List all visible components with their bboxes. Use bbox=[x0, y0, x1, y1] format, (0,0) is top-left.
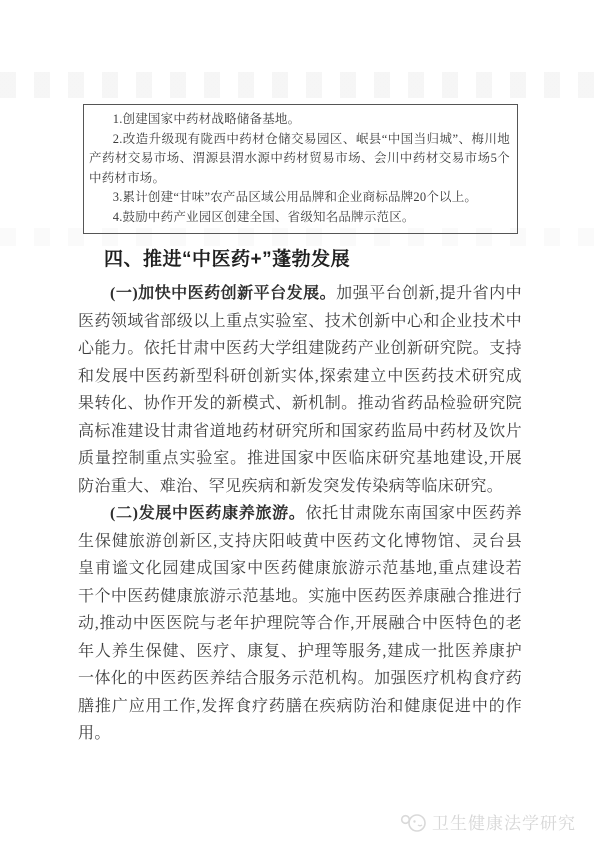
document-content bbox=[78, 104, 522, 748]
box-item-1: 1.创建国家中药材战略储备基地。 bbox=[112, 112, 301, 126]
key-tasks-box bbox=[83, 104, 518, 234]
paragraph-2-lead: (二)发展中医药康养旅游。 bbox=[110, 505, 306, 522]
box-item-3: 3.累计创建“甘味”农产品区域公用品牌和企业商标品牌20个以上。 bbox=[112, 190, 478, 204]
paragraph-2-body: 依托甘肃陇东南国家中医药养生保健旅游创新区,支持庆阳岐黄中医药文化博物馆、灵台县皇甫谧文化园建成国家中医药健康旅游示范基地,重点建设若干个中医药健康旅游示范基地。实施中医药医养康融合推进行动,推动中医医院与老年护理院等合作,开展融合中医特色的老年人养生保健、医疗、康复、护理等服务,建成一批医养康护一体化的中医药医养结合服务示范机构。加强医疗机构食疗药膳推广应用工作,发挥食疗药膳在疾病防治和健康促进中的作用。 bbox=[78, 505, 522, 742]
watermark bbox=[400, 809, 576, 834]
paragraph-1-lead: (一)加快中医药创新平台发展。 bbox=[110, 285, 337, 302]
scan-artifact-band bbox=[0, 72, 600, 98]
paragraph-1 bbox=[78, 280, 522, 500]
paragraph-2 bbox=[78, 500, 522, 748]
box-item-2: 2.改造升级现有陇西中药材仓储交易园区、岷县“中国当归城”、梅川地产药材交易市场、渭源县渭水源中药材贸易市场、会川中药材交易市场5个中药材市场。 bbox=[89, 131, 510, 185]
section-heading: 四、推进“中医药+”蓬勃发展 bbox=[104, 249, 351, 270]
box-item-4: 4.鼓励中药产业园区创建全国、省级知名品牌示范区。 bbox=[112, 209, 415, 224]
paragraph-1-body: 加强平台创新,提升省内中医药领域省部级以上重点实验室、技术创新中心和企业技术中心能力。依托甘肃中医药大学组建陇药产业创新研究院。支持和发展中医药新型科研创新实体,探索建立中医药技术研究成果转化、协作开发的新模式、新机制。推动省药品检验研究院高标准建设甘肃省道地药材研究所和国家药监局中药材及饮片质量控制重点实验室。推进国家中医临床研究基地建设,开展防治重大、难治、罕见疾病和新发突发传染病等临床研究。 bbox=[78, 285, 522, 495]
panda-face-icon bbox=[400, 811, 427, 833]
watermark-text: 卫生健康法学研究 bbox=[432, 814, 576, 833]
